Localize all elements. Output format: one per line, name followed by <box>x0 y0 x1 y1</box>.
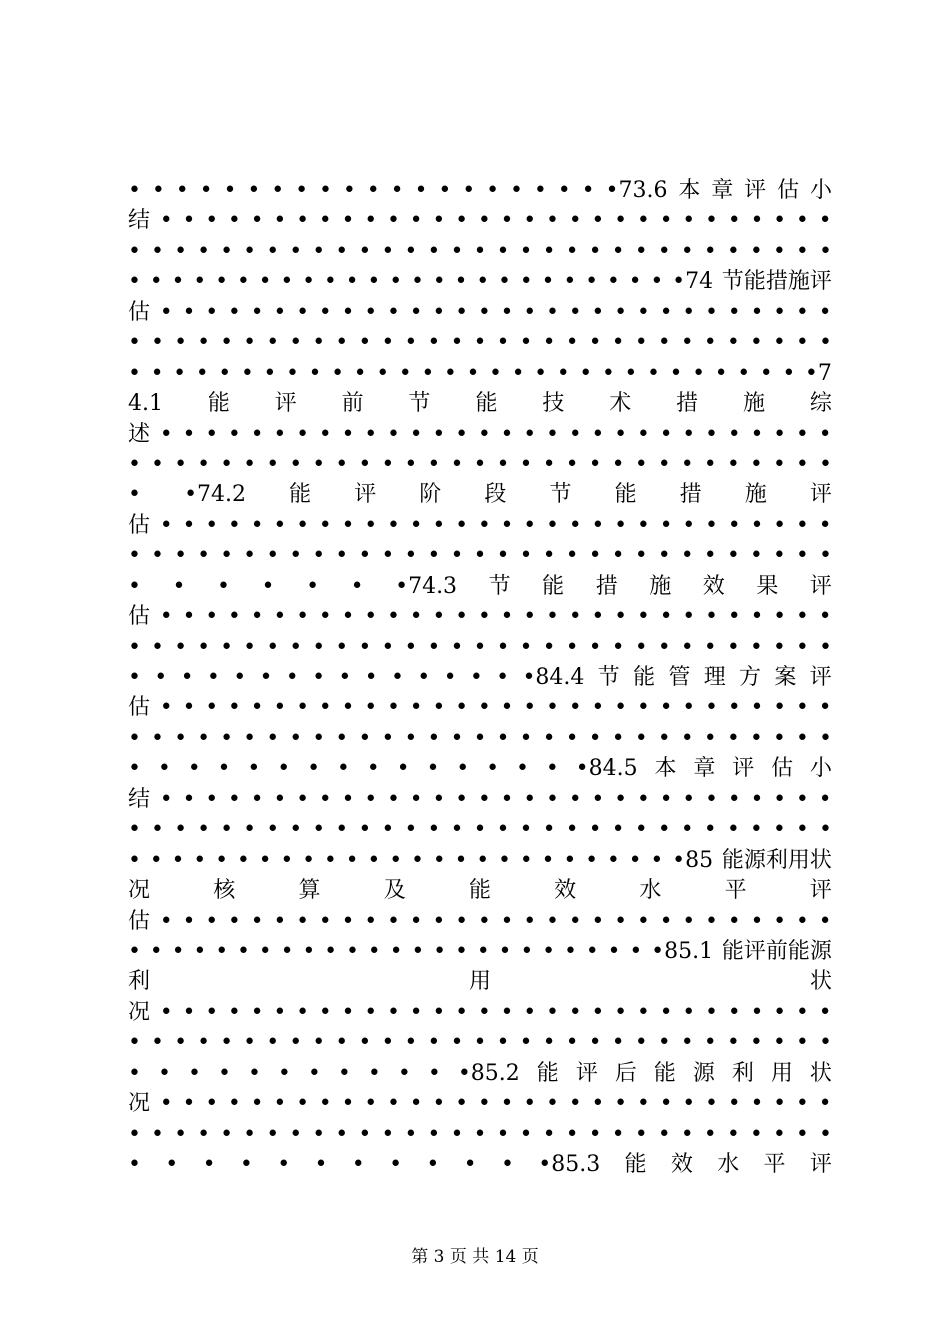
toc-line: 估 • • • • • • • • • • • • • • • • • • • • • • • • • • • • • • <box>128 299 832 325</box>
toc-line: • • • • • • • • • • • • • • • •84.4 节 能 管 理 方 案 评 <box>128 665 832 690</box>
toc-line: • • • • • • • • • • • • • • • • • • • • • • • • • •74 节能措施评 <box>128 269 832 295</box>
toc-line: • • • • • • • • • • • • • • • •84.5 本 章 评 估 小 <box>128 756 832 782</box>
toc-line: • • • • • • • • • • • • • • • • • • • • • • • • • •85 能源利用状 <box>128 847 832 873</box>
toc-line: • • • • • • • • • • • • • • • • • • • • • • • • • • • • • • • <box>128 1121 832 1147</box>
toc-line: • • • • • • • • • • • • • • • • • • • • •73.6 本 章 评 估 小 <box>128 178 832 203</box>
page-footer: 第 3 页 共 14 页 <box>411 1247 539 1267</box>
toc-line: • • • • • • • • • • • • • • • • • • • • • • • • • • • • • • • <box>128 238 832 264</box>
table-of-contents <box>128 176 832 1180</box>
toc-line: 估 • • • • • • • • • • • • • • • • • • • • • • • • • • • • • • <box>128 695 832 721</box>
toc-line: 估 • • • • • • • • • • • • • • • • • • • • • • • • • • • • • • <box>128 512 832 538</box>
toc-line: • •74.2 能 评 阶 段 节 能 措 施 评 <box>128 482 832 508</box>
toc-line: • • • • • • • • • • • • • • • • • • • • • • • • • • • • • • • <box>128 1030 832 1056</box>
toc-line: 述 • • • • • • • • • • • • • • • • • • • • • • • • • • • • • • <box>128 421 832 447</box>
toc-line: 估 • • • • • • • • • • • • • • • • • • • • • • • • • • • • • • <box>128 908 832 934</box>
toc-line: 况 • • • • • • • • • • • • • • • • • • • • • • • • • • • • • • <box>128 999 832 1025</box>
toc-line: • • • • • • • • • • • • • • • • • • • • • • • • • • • • • • • <box>128 817 832 843</box>
toc-line: 况 • • • • • • • • • • • • • • • • • • • • • • • • • • • • • • <box>128 1091 832 1117</box>
toc-line: 4.1 能 评 前 节 能 技 术 措 施 综 <box>128 391 832 417</box>
toc-line: • • • • • • • • • • • •85.2 能 评 后 能 源 利 用 状 <box>128 1060 832 1086</box>
toc-line: 结 • • • • • • • • • • • • • • • • • • • • • • • • • • • • • • <box>128 786 832 812</box>
toc-line: • • • • • • • • • • • • • • • • • • • • • • • • •85.1 能评前能源 <box>128 938 832 964</box>
toc-line: • • • • • • • • • • • • • • • • • • • • • • • • • • • • • • • <box>128 451 832 477</box>
toc-line: • • • • • • •74.3 节 能 措 施 效 果 评 <box>128 573 832 599</box>
toc-line: • • • • • • • • • • • • • • • • • • • • • • • • • • • • • • • <box>128 634 832 660</box>
toc-line: • • • • • • • • • • • • • • • • • • • • • • • • • • • • • • • <box>128 543 832 569</box>
toc-line: 利 用 状 <box>128 969 832 995</box>
toc-line: • • • • • • • • • • • • • • • • • • • • • • • • • • • • • • • <box>128 725 832 751</box>
toc-line: 估 • • • • • • • • • • • • • • • • • • • • • • • • • • • • • • <box>128 604 832 630</box>
toc-line: • • • • • • • • • • • • • • • • • • • • • • • • • • • • • • •7 <box>128 360 832 386</box>
toc-line: • • • • • • • • • • • • • • • • • • • • • • • • • • • • • • • <box>128 330 832 356</box>
toc-line: • • • • • • • • • • • •85.3 能 效 水 平 评 <box>128 1152 832 1177</box>
toc-line: 结 • • • • • • • • • • • • • • • • • • • • • • • • • • • • • • <box>128 208 832 234</box>
toc-line: 况 核 算 及 能 效 水 平 评 <box>128 878 832 904</box>
